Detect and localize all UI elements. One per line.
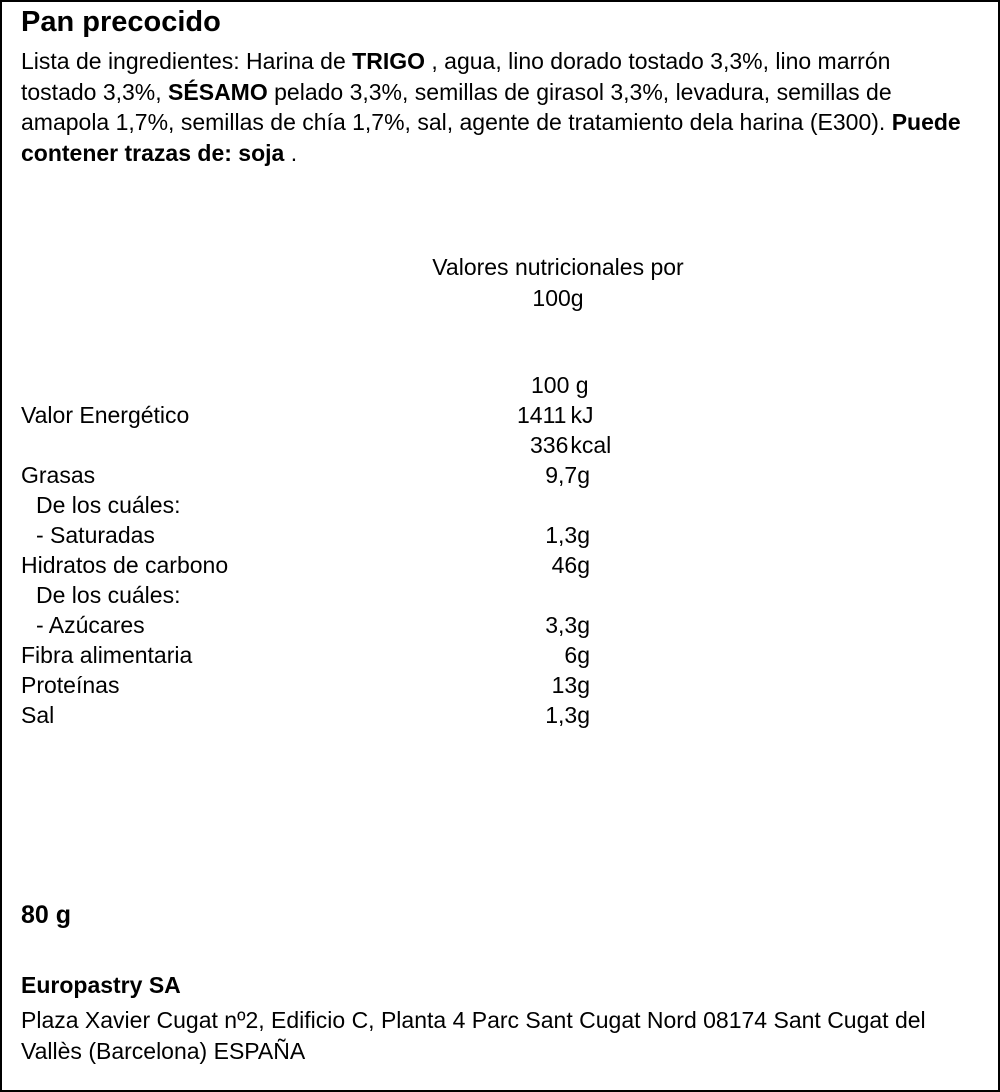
row-fibre-value: 6g: [564, 642, 590, 668]
manufacturer-name: Europastry SA: [21, 972, 181, 998]
row-protein-label: Proteínas: [21, 672, 120, 698]
row-fat-label: Grasas: [21, 462, 96, 488]
net-weight: 80 g: [21, 901, 72, 929]
allergen-wheat: TRIGO: [352, 48, 425, 74]
traces-warning: Puede contener trazas de: soja: [21, 109, 961, 166]
ingredients-part2: , agua, lino dorado tostado 3,3%, lino marrón tostado 3,3%,: [21, 48, 891, 105]
energy-kcal: [530, 430, 611, 460]
row-sugars-value: 3,3g: [545, 612, 590, 638]
manufacturer-address: Plaza Xavier Cugat nº2, Edificio C, Planta 4 Parc Sant Cugat Nord 08174 Sant Cugat del Vallès (Barcelona) ESPAÑA: [21, 1007, 926, 1064]
energy-label: Valor Energético: [21, 402, 190, 428]
ingredients-prefix: Lista de ingredientes: Harina de: [21, 48, 353, 74]
energy-kj: [517, 400, 593, 430]
row-of-which-label: De los cuáles:: [36, 492, 181, 518]
row-salt-label: Sal: [21, 702, 55, 728]
row-saturated-value: 1,3g: [545, 522, 590, 548]
ingredients-part3: pelado 3,3%, semillas de girasol 3,3%, levadura, semillas de amapola 1,7%, semillas de chía 1,7%, sal, agente de tratamiento dela harina (E300).: [21, 78, 892, 135]
ingredients-list: [21, 46, 961, 168]
product-title: Pan precocido: [21, 6, 221, 38]
row-protein-value: 13g: [551, 672, 590, 698]
column-header: 100 g: [531, 372, 589, 398]
nutrition-header-line1: Valores nutricionales por: [432, 254, 684, 280]
row-salt-value: 1,3g: [545, 702, 590, 728]
row-saturated-label: - Saturadas: [36, 522, 155, 548]
energy-kcal-value: 336: [530, 432, 569, 458]
row-sugars-label: - Azúcares: [36, 612, 145, 638]
energy-kj-value: 1411: [517, 402, 567, 428]
energy-kcal-unit: kcal: [570, 432, 612, 458]
row-fibre-label: Fibra alimentaria: [21, 642, 193, 668]
allergen-sesame: SÉSAMO: [168, 78, 268, 105]
row-fat-value: 9,7g: [545, 462, 590, 488]
row-of-which-label-2: De los cuáles:: [36, 582, 181, 608]
row-carbs-label: Hidratos de carbono: [21, 552, 229, 578]
energy-kj-unit: kJ: [570, 402, 594, 428]
row-carbs-value: 46g: [551, 552, 590, 578]
nutrition-header-line2: 100g: [532, 285, 584, 311]
ingredients-suffix: .: [284, 139, 298, 166]
